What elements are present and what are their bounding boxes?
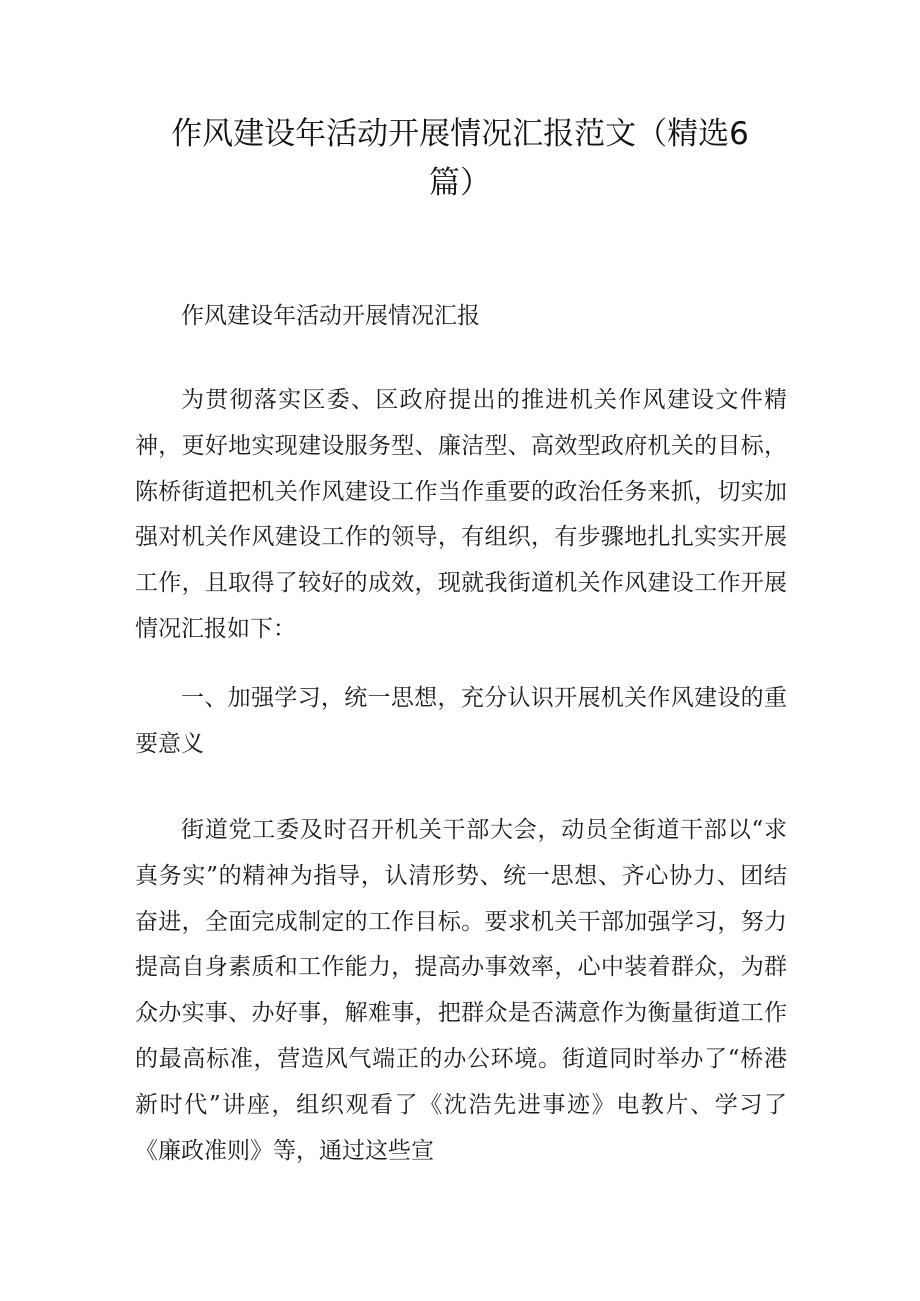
- paragraph-intro: 为贯彻落实区委、区政府提出的推进机关作风建设文件精神，更好地实现建设服务型、廉洁型、高效型政府机关的目标，陈桥街道把机关作风建设工作当作重要的政治任务来抓，切实加强对机关作风建设工作的领导，有组织，有步骤地扎扎实实开展工作，且取得了较好的成效，现就我街道机关作风建设工作开展情况汇报如下：: [135, 387, 787, 642]
- paragraph-section-1: 街道党工委及时召开机关干部大会，动员全街道干部以“求真务实”的精神为指导，认清形势、统一思想、齐心协力、团结奋进，全面完成制定的工作目标。要求机关干部加强学习，努力提高自身素质和工作能力，提高办事效率，心中装着群众，为群众办实事、办好事，解难事，把群众是否满意作为衡量街道工作的最高标准，营造风气端正的办公环境。街道同时举办了“桥港新时代”讲座，组织观看了《沈浩先进事迹》电教片、学习了《廉政准则》等，通过这些宣: [135, 817, 787, 1164]
- document-subtitle: 作风建设年活动开展情况汇报: [181, 303, 480, 329]
- section-heading-1: 一、加强学习，统一思想，充分认识开展机关作风建设的重要意义: [135, 685, 787, 757]
- document-title: 作风建设年活动开展情况汇报范文（精选6篇）: [171, 116, 749, 201]
